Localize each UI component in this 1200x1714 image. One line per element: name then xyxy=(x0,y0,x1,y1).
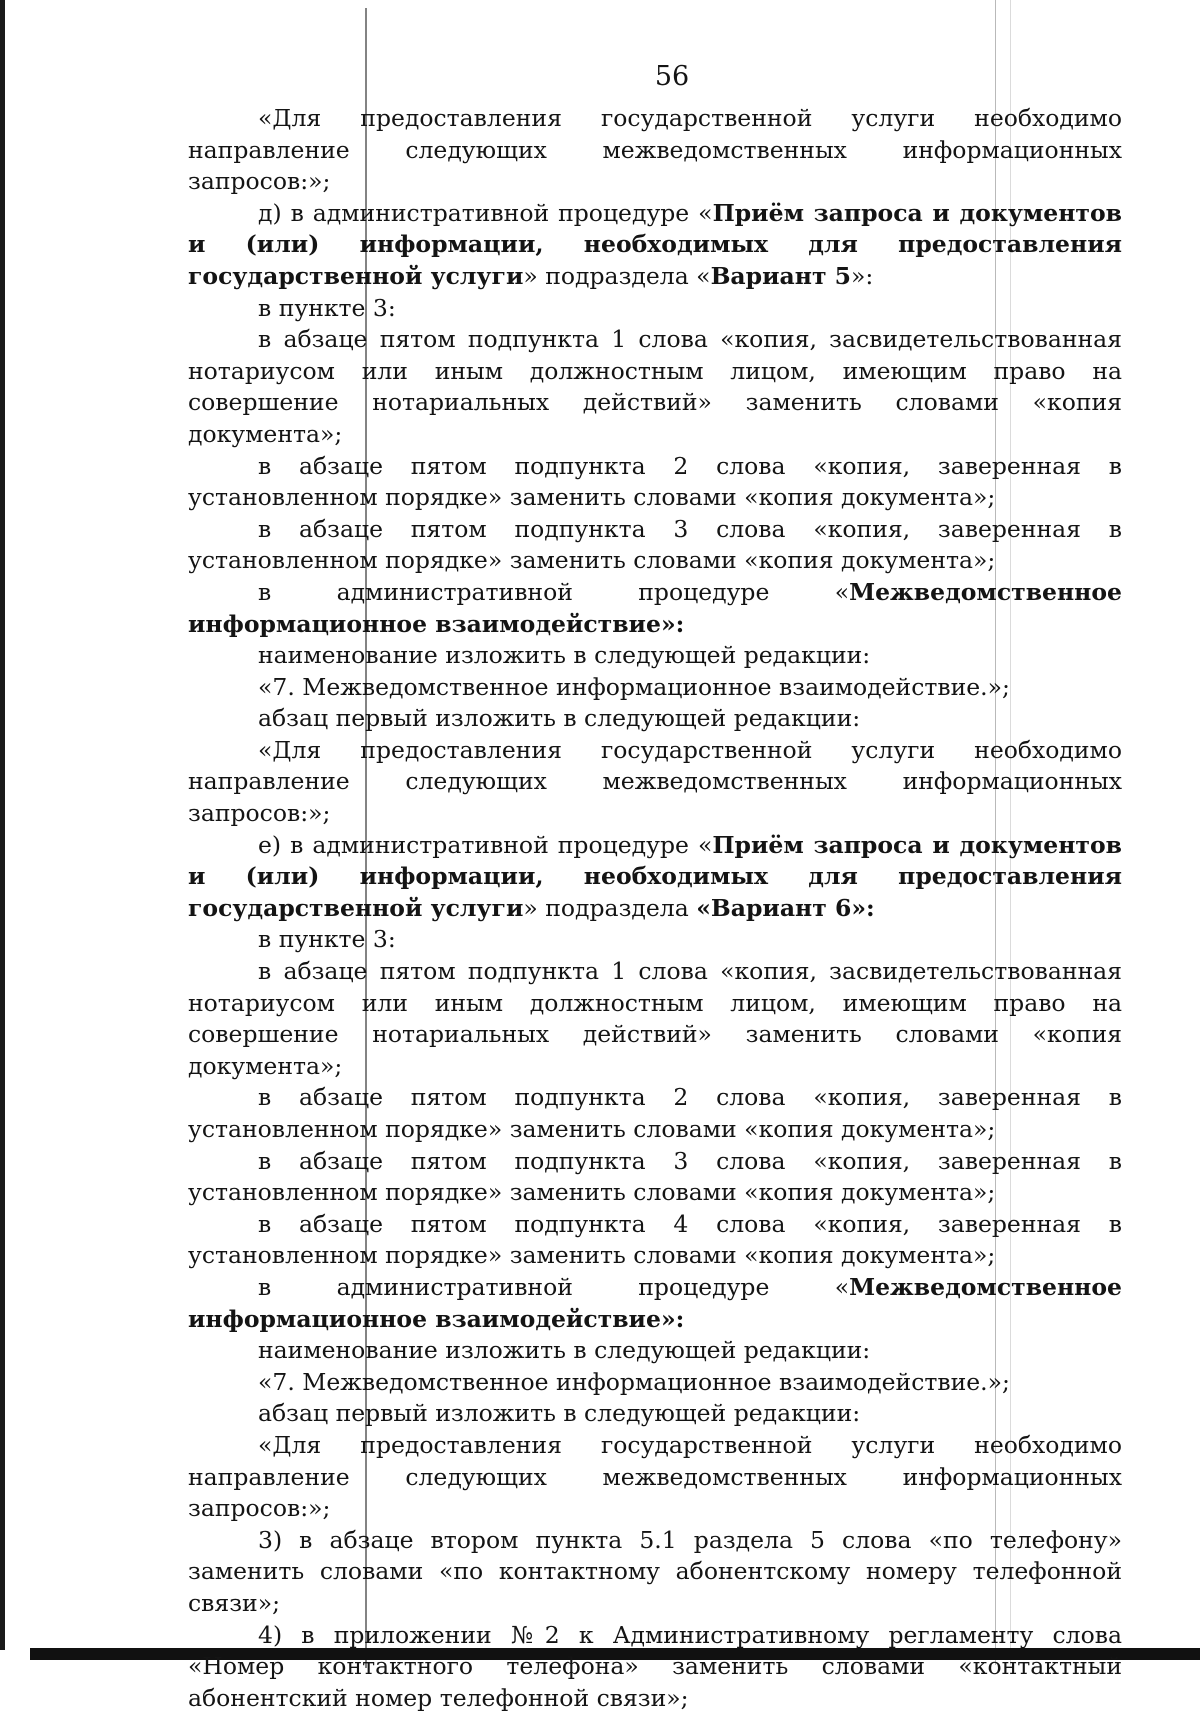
text-run: в пункте 3: xyxy=(258,925,396,953)
bold-text-run: Межведомственное информационное взаимодействие»: xyxy=(188,1273,1122,1333)
text-run: в абзаце пятом подпункта 2 слова «копия, заверенная в установленном порядке» заменить словами «копия документа»; xyxy=(188,452,1122,512)
paragraph xyxy=(188,956,1122,1082)
paragraph xyxy=(188,1398,1122,1430)
text-run: абзац первый изложить в следующей редакции: xyxy=(258,1399,860,1427)
text-run: наименование изложить в следующей редакции: xyxy=(258,1336,870,1364)
text-run: » подраздела « xyxy=(523,262,710,290)
paragraph xyxy=(188,1430,1122,1525)
paragraph xyxy=(188,1146,1122,1209)
paragraph xyxy=(188,640,1122,672)
paragraph xyxy=(188,103,1122,198)
text-run: в абзаце пятом подпункта 4 слова «копия, заверенная в установленном порядке» заменить словами «копия документа»; xyxy=(188,1210,1122,1270)
paragraph xyxy=(188,514,1122,577)
text-run: в абзаце пятом подпункта 1 слова «копия, засвидетельствованная нотариусом или иным должностным лицом, имеющим право на совершение нотариальных действий» заменить словами «копия документа»; xyxy=(188,325,1122,448)
text-run: 3) в абзаце втором пункта 5.1 раздела 5 слова «по телефону» заменить словами «по контактному абонентскому номеру телефонной связи»; xyxy=(188,1526,1122,1617)
paragraph xyxy=(188,735,1122,830)
text-run: в абзаце пятом подпункта 3 слова «копия, заверенная в установленном порядке» заменить словами «копия документа»; xyxy=(188,515,1122,575)
paragraph xyxy=(188,924,1122,956)
paragraph xyxy=(188,830,1122,925)
text-run: в пункте 3: xyxy=(258,294,396,322)
paragraph xyxy=(188,198,1122,293)
paragraph xyxy=(188,1335,1122,1367)
text-run: абзац первый изложить в следующей редакции: xyxy=(258,704,860,732)
document-body xyxy=(188,103,1122,1714)
bold-text-run: «Вариант 6»: xyxy=(696,894,875,922)
paragraph xyxy=(188,293,1122,325)
text-run: «7. Межведомственное информационное взаимодействие.»; xyxy=(258,673,1010,701)
paragraph xyxy=(188,577,1122,640)
paragraph xyxy=(188,324,1122,450)
bold-text-run: Межведомственное информационное взаимодействие»: xyxy=(188,578,1122,638)
text-run: «Для предоставления государственной услуги необходимо направление следующих межведомственных информационных запросов:»; xyxy=(188,736,1122,827)
text-run: »: xyxy=(851,262,873,290)
paragraph xyxy=(188,1082,1122,1145)
paragraph xyxy=(188,672,1122,704)
text-run: 4) в приложении №2 к Административному регламенту слова «Номер контактного телефона» заменить словами «контактный абонентский номер телефонной связи»; xyxy=(188,1621,1122,1712)
paragraph xyxy=(188,451,1122,514)
text-run: наименование изложить в следующей редакции: xyxy=(258,641,870,669)
text-run: «7. Межведомственное информационное взаимодействие.»; xyxy=(258,1368,1010,1396)
paragraph xyxy=(188,1209,1122,1272)
text-run: в административной процедуре « xyxy=(258,578,849,606)
paragraph xyxy=(188,1525,1122,1620)
page-number: 56 xyxy=(0,60,1200,94)
text-run: в административной процедуре « xyxy=(258,1273,849,1301)
bold-text-run: Вариант 5 xyxy=(711,262,851,290)
text-run: е) в административной процедуре « xyxy=(258,831,712,859)
paragraph xyxy=(188,1367,1122,1399)
text-run: в абзаце пятом подпункта 2 слова «копия, заверенная в установленном порядке» заменить словами «копия документа»; xyxy=(188,1083,1122,1143)
text-run: «Для предоставления государственной услуги необходимо направление следующих межведомственных информационных запросов:»; xyxy=(188,1431,1122,1522)
text-run: » подраздела xyxy=(523,894,696,922)
text-run: д) в административной процедуре « xyxy=(258,199,713,227)
paragraph xyxy=(188,703,1122,735)
paragraph xyxy=(188,1620,1122,1714)
bold-text-run: Приём запроса и документов и (или) информации, необходимых для предоставления государственной услуги xyxy=(188,199,1122,290)
bold-text-run: Приём запроса и документов и (или) информации, необходимых для предоставления государственной услуги xyxy=(188,831,1122,922)
paragraph xyxy=(188,1272,1122,1335)
text-run: «Для предоставления государственной услуги необходимо направление следующих межведомственных информационных запросов:»; xyxy=(188,104,1122,195)
text-run: в абзаце пятом подпункта 3 слова «копия, заверенная в установленном порядке» заменить словами «копия документа»; xyxy=(188,1147,1122,1207)
text-run: в абзаце пятом подпункта 1 слова «копия, засвидетельствованная нотариусом или иным должностным лицом, имеющим право на совершение нотариальных действий» заменить словами «копия документа»; xyxy=(188,957,1122,1080)
scan-edge-left xyxy=(0,0,5,1650)
